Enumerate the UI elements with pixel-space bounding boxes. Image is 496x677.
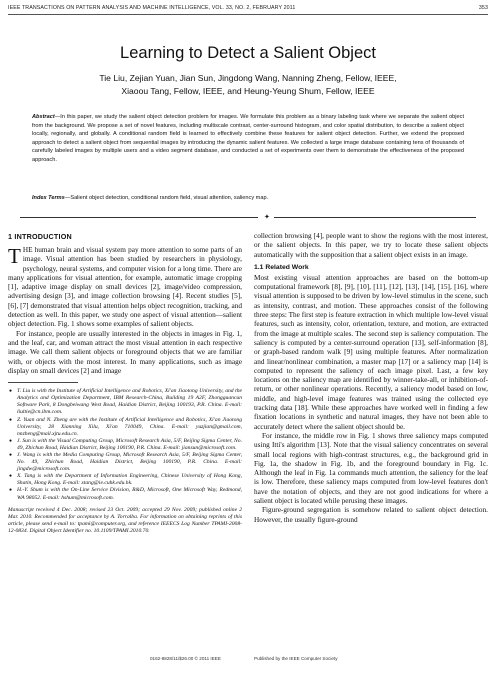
divider-line-left <box>20 217 258 218</box>
abstract-label: Abstract <box>32 114 55 120</box>
right-paragraph-1: collection browsing [4], people want to show the regions with the most interest, or the salient objects. In this paper, we try to locate these salient objects automatically with the supposition that a salient object exists in an image. <box>254 232 488 259</box>
related-work-paragraph-2: For instance, the middle row in Fig. 1 shows three saliency maps computed using Itti's algorithm [13]. Note that the visual saliency concentrates on several small local regions with high-contrast structures, e.g., the background grid in Fig. 1a, the shadow in Fig. 1b, and the foreground boundary in Fig. 1c. Although the leaf in Fig. 1a commands much attention, the saliency for the leaf is low. Therefore, these saliency maps computed from low-level features don't have the notation of objects, and they are not good indications for where a salient object is located while perusing these images. <box>254 431 488 506</box>
affiliation-text: T. Liu is with the Institute of Artificial Intelligence and Robotics, Xi'an Jiaotong University, and the Analytics and Optimization Department, IBM Research-China, Building 19 A2F, Zhongguancun Software Park, 8 Dongbeiwang West Road, Haidian District, Beijing 100193, P.R. China. E-mail: liultie@cn.ibm.com. <box>17 388 242 416</box>
bullet-icon: ● <box>9 474 13 480</box>
authors-line-1: Tie Liu, Zejian Yuan, Jian Sun, Jingdong Wang, Nanning Zheng, Fellow, IEEE, <box>99 73 397 83</box>
affiliation-text: H.-Y. Shum is with the On-Line Service Division, R&D, Microsoft, One Microsoft Way, Redmond, WA 98052. E-mail: hshum@microsoft.com. <box>17 487 242 501</box>
related-work-paragraph-1: Most existing visual attention approaches are based on the bottom-up computational framework [8], [9], [10], [11], [12], [13], [14], [15], [16], where visual attention is supposed to be driven by low-level stimulus in the scene, such as intensity, contrast, and motion. These approaches consist of the following three steps: The first step is feature extraction in which multiple low-level visual features, such as intensity, color, orientation, texture, and motion, are extracted from the image at multiple scales. The second step is saliency computation. The saliency is computed by a center-surround operation [13], self-information [8], or graph-based random walk [9] using multiple features. After normalization and linear/nonlinear combination, a master map [17] or a saliency map [14] is computed to represent the saliency of each image pixel. Last, a few key locations on the saliency map are identified by winner-take-all, or inhibition-of-return, or other nonlinear operations. Recently, a saliency model based on low, middle, and high-level image features was trained using the collected eye tracking data [18]. While these approaches have worked well in finding a few fixation locations in synthetic and natural images, they have not been able to accurately detect where the salient object should be. <box>254 273 488 431</box>
abstract-text: —In this paper, we study the salient object detection problem for images. We formulate this problem as a binary labeling task where we separate the salient object from the background. We propose a set of novel features, including multiscale contrast, center-surround histogram, and color spatial distribution, to describe a salient object locally, regionally, and globally. A conditional random field is learned to effectively combine these features for salient object detection. Further, we extend the proposed approach to detect a salient object from sequential images by introducing the dynamic salient features. We collected a large image database containing tens of thousands of carefully labeled images by multiple users and a video segment database, and conducted a set of experiments over them to demonstrate the effectiveness of the proposed approach. <box>32 114 464 163</box>
index-terms-label: Index Terms <box>32 195 65 201</box>
section-heading-introduction: 1 INTRODUCTION <box>8 232 72 241</box>
journal-info: IEEE TRANSACTIONS ON PATTERN ANALYSIS AND MACHINE INTELLIGENCE, VOL. 33, NO. 2, FEBRUARY 2011 <box>8 5 296 11</box>
affiliation-text: J. Wang is with the Media Computing Group, Microsoft Research Asia, 5/F, Beijing Sigma Center, No. 49, Zhichun Road, Haidian District, Beijing 100190, P.R. China. E-mail: jingdw@microsoft.com. <box>17 452 242 473</box>
bullet-icon: ● <box>9 453 13 458</box>
bullet-icon: ● <box>9 438 13 444</box>
affiliation-item <box>8 417 242 438</box>
intro-paragraph-2: For instance, people are usually interested in the objects in images in Fig. 1, and the leaf, car, and woman attract the most visual attention in each respective image. We call them salient objects or foreground objects that we are familiar with, or objects with the most interest. In many applications, such as image display on small devices [2] and image <box>8 329 242 375</box>
affiliation-item <box>8 487 242 501</box>
left-column <box>8 232 242 535</box>
section-divider <box>20 213 476 221</box>
affiliation-text: X. Tang is with the Department of Information Engineering, Chinese University of Hong Kong, Shatin, Hong Kong. E-mail: xtang@ie.cuhk.edu.hk. <box>17 473 242 487</box>
divider-diamond-icon: ✦ <box>264 213 270 221</box>
footnote-rule <box>8 382 78 383</box>
footer-copyright: 0162-8828/11/$26.00 © 2011 IEEE <box>150 656 221 661</box>
affiliation-text: J. Sun is with the Visual Computing Group, Microsoft Research Asia, 5/F, Beijing Sigma Center, No. 49, Zhichun Road, Haidian District, Beijing 100190, P.R. China. E-mail: jiansun@microsoft.com. <box>17 437 242 451</box>
author-list <box>30 72 466 98</box>
intro-paragraph-1-text: HE human brain and visual system pay more attention to some parts of an image. Visual attention has been studied by researchers in physiology, psychology, neural systems, and computer vision for a long time. There are many applications for visual attention, for example, automatic image cropping [1], adaptive image display on small devices [2], image/video compression, advertising design [3], and image collection browsing [4]. Recent studies [5], [6], [7] demonstrated that visual attention helps object recognition, tracking, and detection as well. In this paper, we study one aspect of visual attention—salient object detection. Fig. 1 shows some examples of salient objects. <box>8 246 242 329</box>
index-terms <box>32 194 464 202</box>
affiliation-item <box>8 438 242 452</box>
drop-cap: T <box>8 244 21 268</box>
affiliation-item <box>8 388 242 416</box>
affiliation-item <box>8 473 242 487</box>
authors-line-2: Xiaoou Tang, Fellow, IEEE, and Heung-Yeung Shum, Fellow, IEEE <box>121 86 375 96</box>
page-number: 353 <box>478 5 488 11</box>
bullet-icon: ● <box>9 417 13 423</box>
author-affiliations <box>8 388 242 502</box>
divider-line-right <box>274 217 476 218</box>
related-work-paragraph-3: Figure-ground segregation is somehow related to salient object detection. However, the usually figure-ground <box>254 506 488 524</box>
manuscript-info: Manuscript received 4 Dec. 2008; revised 23 Oct. 2009; accepted 29 Nov. 2009; published online 2 Mar. 2010. Recommended for acceptance by A. Torralba. For information on obtaining reprints of this article, please send e-mail to: tpami@computer.org, and reference IEEECS Log Number TPAMI-2008-12-0834. Digital Object Identifier no. 10.1109/TPAMI.2010.70. <box>8 506 242 534</box>
paper-title: Learning to Detect a Salient Object <box>120 44 376 62</box>
intro-paragraph-1 <box>8 246 242 330</box>
right-column <box>254 232 488 525</box>
index-terms-text: —Salient object detection, conditional random field, visual attention, saliency map. <box>64 195 269 201</box>
header-rule <box>8 14 488 15</box>
affiliation-text: Z. Yuan and N. Zheng are with the Institute of Artificial Intelligence and Robotics, Xi'an Jiaotong University, 28 Xianning Xilu, Xi'an 710049, China. E-mail: yuzjian@gmail.com, nnzheng@mail.xjtu.edu.cn. <box>17 416 242 437</box>
subsection-heading-related-work: 1.1 Related Work <box>254 263 309 271</box>
abstract <box>32 113 464 164</box>
bullet-icon: ● <box>9 488 13 494</box>
affiliation-item <box>8 452 242 473</box>
footer-publisher: Published by the IEEE Computer Society <box>254 656 338 661</box>
bullet-icon: ● <box>9 389 13 395</box>
